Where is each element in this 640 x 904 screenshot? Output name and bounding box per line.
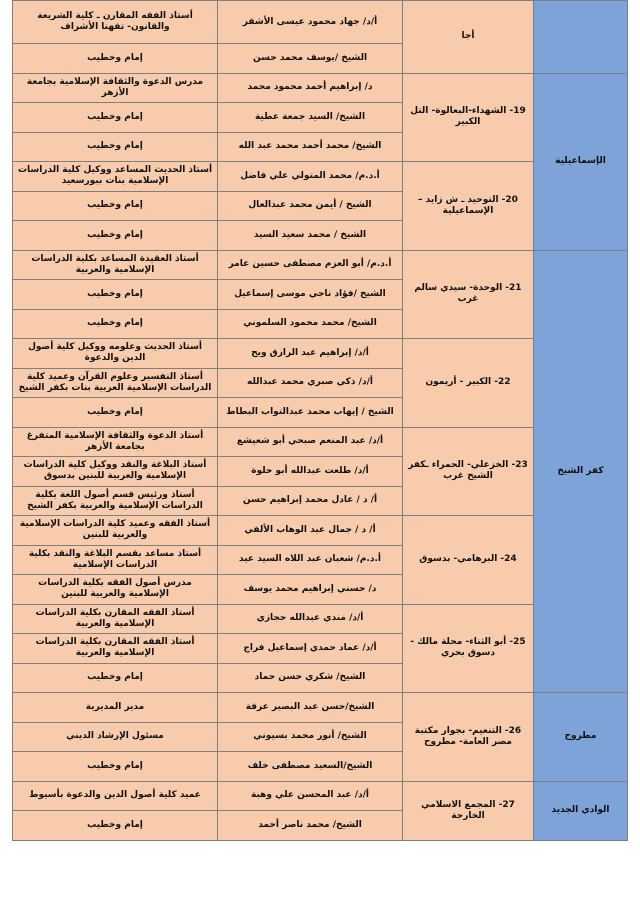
preacher-name-cell: الشيخ/حسن عبد البصير عرفة [218,693,403,723]
preacher-role-cell: أستاذ مساعد بقسم البلاغة والنقد بكلية الدراسات الإسلامية [13,545,218,575]
preacher-name-cell: الشيخ/ محمد أحمد محمد عبد الله [218,132,403,162]
preacher-name-cell: الشيخ /فؤاد ناجي موسى إسماعيل [218,280,403,310]
mosque-cell: 27- المجمع الاسلامي الخارجة [403,781,534,840]
preacher-role-cell: أستاذ الحديث وعلومه ووكيل كلية أصول الدين والدعوة [13,339,218,369]
preacher-name-cell: أ.د.م/ شعبان عبد اللاه السيد عيد [218,545,403,575]
mosque-cell: أجا [403,1,534,74]
preacher-name-cell: د/ حسني إبراهيم محمد يوسف [218,575,403,605]
mosque-cell: 19- الشهداء-البعالوة- التل الكبير [403,73,534,162]
mosque-cell: 21- الوحدة- سيدي سالم غرب [403,250,534,339]
preacher-role-cell: مدير المديرية [13,693,218,723]
mosque-cell: 22- الكبير - أريمون [403,339,534,428]
preacher-name-cell: أ.د.م/ محمد المتولي علي فاضل [218,162,403,192]
preacher-role-cell: إمام وخطيب [13,103,218,133]
preacher-name-cell: أ/د/ جهاد محمود عيسى الأشقر [218,1,403,44]
mosque-cell: 25- أبو الثناء- محلة مالك - دسوق بحري [403,604,534,693]
preacher-role-cell: إمام وخطيب [13,191,218,221]
governorate-cell: كفر الشيخ [534,250,628,693]
preacher-role-cell: عميد كلية أصول الدين والدعوة بأسيوط [13,781,218,811]
preacher-role-cell: أستاذ العقيدة المساعد بكلية الدراسات الإسلامية والعربية [13,250,218,280]
mosque-cell: 23- الخزعلي- الحمراء ـكفر الشيخ غرب [403,427,534,516]
preacher-name-cell: الشيخ/السعيد مصطفى خلف [218,752,403,782]
preacher-role-cell: إمام وخطيب [13,280,218,310]
governorate-cell: الوادي الجديد [534,781,628,840]
preacher-role-cell: مدرس أصول الفقه بكلية الدراسات الإسلامية والعربية للبنين [13,575,218,605]
preacher-name-cell: الشيخ /يوسف محمد حسن [218,44,403,74]
preacher-name-cell: الشيخ / إيهاب محمد عبدالتواب البطاط [218,398,403,428]
preacher-name-cell: أ/د/ إبراهيم عبد الرازق ويح [218,339,403,369]
preacher-role-cell: إمام وخطيب [13,132,218,162]
preacher-role-cell: أستاذ الدعوة والثقافة الإسلامية المتفرغ بجامعة الأزهر [13,427,218,457]
preacher-name-cell: أ/ د / عادل محمد إبراهيم حسن [218,486,403,516]
preacher-role-cell: إمام وخطيب [13,221,218,251]
preacher-name-cell: الشيخ/ محمد ناصر أحمد [218,811,403,841]
preacher-role-cell: أستاذ ورئيس قسم أصول اللغة بكلية الدراسات الإسلامية والعربية بكفر الشيخ [13,486,218,516]
preacher-name-cell: أ/د/ ذكي صبري محمد عبدالله [218,368,403,398]
table-row [13,781,628,811]
preacher-name-cell: أ/د/ عبد المحسن علي وهبة [218,781,403,811]
preachers-table [12,0,628,841]
preacher-name-cell: الشيخ/ شكري حسن حماد [218,663,403,693]
mosque-cell: 20- التوحيد ـ ش زايد – الإسماعيلية [403,162,534,251]
preacher-name-cell: الشيخ/ السيد جمعة عطية [218,103,403,133]
preacher-name-cell: الشيخ/ أنور محمد بسيوني [218,722,403,752]
preacher-role-cell: إمام وخطيب [13,752,218,782]
mosque-cell: 24- البرهامي- بدسوق [403,516,534,605]
governorate-cell [534,1,628,74]
mosque-cell: 26- التنعيم- بجوار مكتبة مصر العامة- مطروح [403,693,534,782]
table-row [13,1,628,44]
preacher-role-cell: إمام وخطيب [13,811,218,841]
preacher-name-cell: أ/د/ عبد المنعم صبحي أبو شعيشع [218,427,403,457]
governorate-cell: مطروح [534,693,628,782]
preacher-role-cell: إمام وخطيب [13,398,218,428]
governorate-cell: الإسماعيلية [534,73,628,250]
table-row [13,73,628,103]
preacher-role-cell: أستاذ الحديث المساعد ووكيل كلية الدراسات الإسلامية بنات ببورسعيد [13,162,218,192]
preacher-name-cell: أ/د/ طلعت عبدالله أبو حلوة [218,457,403,487]
preacher-role-cell: أستاذ البلاغة والنقد ووكيل كلية الدراسات الإسلامية والعربية للبنين بدسوق [13,457,218,487]
preacher-name-cell: أ/د/ عماد حمدي إسماعيل فراج [218,634,403,664]
table-row [13,250,628,280]
preacher-role-cell: أستاذ الفقه المقارن بكلية الدراسات الإسلامية والعربية [13,634,218,664]
preacher-role-cell: أستاذ الفقه المقارن بكلية الدراسات الإسلامية والعربية [13,604,218,634]
preacher-role-cell: مدرس الدعوة والثقافة الإسلامية بجامعة الأزهر [13,73,218,103]
preacher-name-cell: الشيخ / محمد سعيد السيد [218,221,403,251]
preacher-role-cell: إمام وخطيب [13,663,218,693]
preacher-name-cell: أ/ د / جمال عبد الوهاب الألفي [218,516,403,546]
preacher-role-cell: أستاذ الفقه المقارن ـ كلية الشريعة والقانون- تفهنا الأشراف [13,1,218,44]
preacher-role-cell: مسئول الإرشاد الديني [13,722,218,752]
table-row [13,693,628,723]
preacher-name-cell: أ.د.م/ أبو العزم مصطفى حسين عامر [218,250,403,280]
preacher-role-cell: إمام وخطيب [13,309,218,339]
preacher-name-cell: الشيخ/ محمد محمود السلموني [218,309,403,339]
preacher-name-cell: أ/د/ مندي عبدالله حجازي [218,604,403,634]
preacher-role-cell: أستاذ الفقه وعميد كلية الدراسات الإسلامية والعربية للبنين [13,516,218,546]
preacher-role-cell: إمام وخطيب [13,44,218,74]
preacher-role-cell: أستاذ التفسير وعلوم القرآن وعميد كلية الدراسات الإسلامية العربية بنات بكفر الشيخ [13,368,218,398]
preacher-name-cell: د/ إبراهيم أحمد محمود محمد [218,73,403,103]
preacher-name-cell: الشيخ / أيمن محمد عبدالعال [218,191,403,221]
